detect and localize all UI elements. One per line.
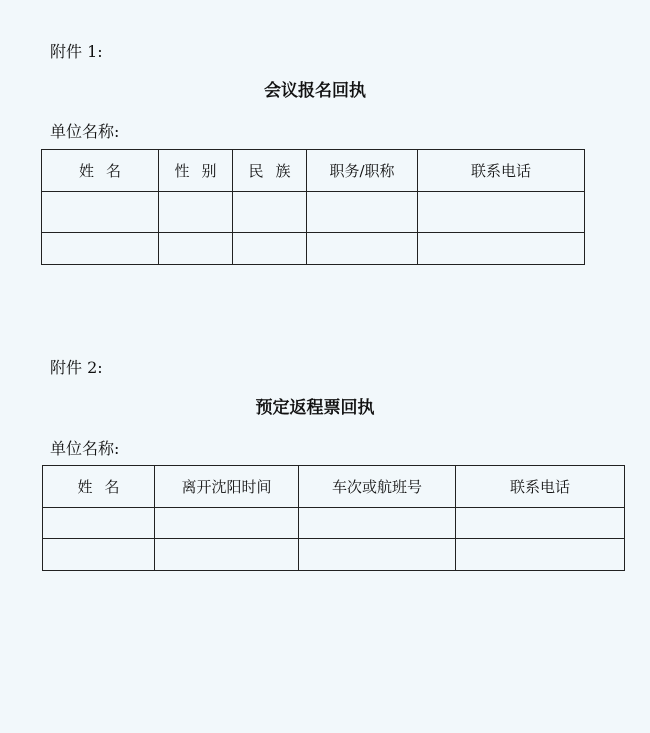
header-position-title: 职务/职称 bbox=[307, 150, 418, 192]
attachment-2-label: 附件 2: bbox=[50, 358, 103, 377]
header-phone: 联系电话 bbox=[456, 466, 625, 508]
table-cell[interactable] bbox=[456, 539, 625, 571]
header-train-flight-number: 车次或航班号 bbox=[299, 466, 456, 508]
registration-table bbox=[41, 149, 585, 265]
return-ticket-receipt-title: 预定返程票回执 bbox=[255, 398, 375, 418]
table-cell[interactable] bbox=[299, 508, 456, 539]
attachment-1-label: 附件 1: bbox=[50, 42, 103, 61]
table-cell[interactable] bbox=[418, 233, 585, 265]
registration-header-row bbox=[42, 150, 585, 192]
table-cell[interactable] bbox=[43, 539, 155, 571]
attachment-1-unit-label: 单位名称: bbox=[50, 122, 120, 141]
table-cell[interactable] bbox=[456, 508, 625, 539]
table-cell[interactable] bbox=[42, 233, 159, 265]
table-cell[interactable] bbox=[307, 192, 418, 233]
header-ethnicity: 民族 bbox=[233, 150, 307, 192]
table-cell[interactable] bbox=[233, 233, 307, 265]
table-row bbox=[42, 192, 585, 233]
header-name: 姓名 bbox=[43, 466, 155, 508]
table-row bbox=[43, 539, 625, 571]
table-row bbox=[43, 508, 625, 539]
attachment-2-unit-label: 单位名称: bbox=[50, 439, 120, 458]
table-cell[interactable] bbox=[42, 192, 159, 233]
table-cell[interactable] bbox=[43, 508, 155, 539]
table-row bbox=[42, 233, 585, 265]
table-cell[interactable] bbox=[418, 192, 585, 233]
table-cell[interactable] bbox=[307, 233, 418, 265]
return-ticket-table bbox=[42, 465, 625, 571]
table-cell[interactable] bbox=[155, 539, 299, 571]
registration-receipt-title: 会议报名回执 bbox=[264, 81, 366, 101]
table-cell[interactable] bbox=[159, 192, 233, 233]
table-cell[interactable] bbox=[299, 539, 456, 571]
table-cell[interactable] bbox=[233, 192, 307, 233]
header-phone: 联系电话 bbox=[418, 150, 585, 192]
table-cell[interactable] bbox=[155, 508, 299, 539]
header-gender: 性别 bbox=[159, 150, 233, 192]
table-cell[interactable] bbox=[159, 233, 233, 265]
return-ticket-header-row bbox=[43, 466, 625, 508]
header-departure-time: 离开沈阳时间 bbox=[155, 466, 299, 508]
header-name: 姓名 bbox=[42, 150, 159, 192]
